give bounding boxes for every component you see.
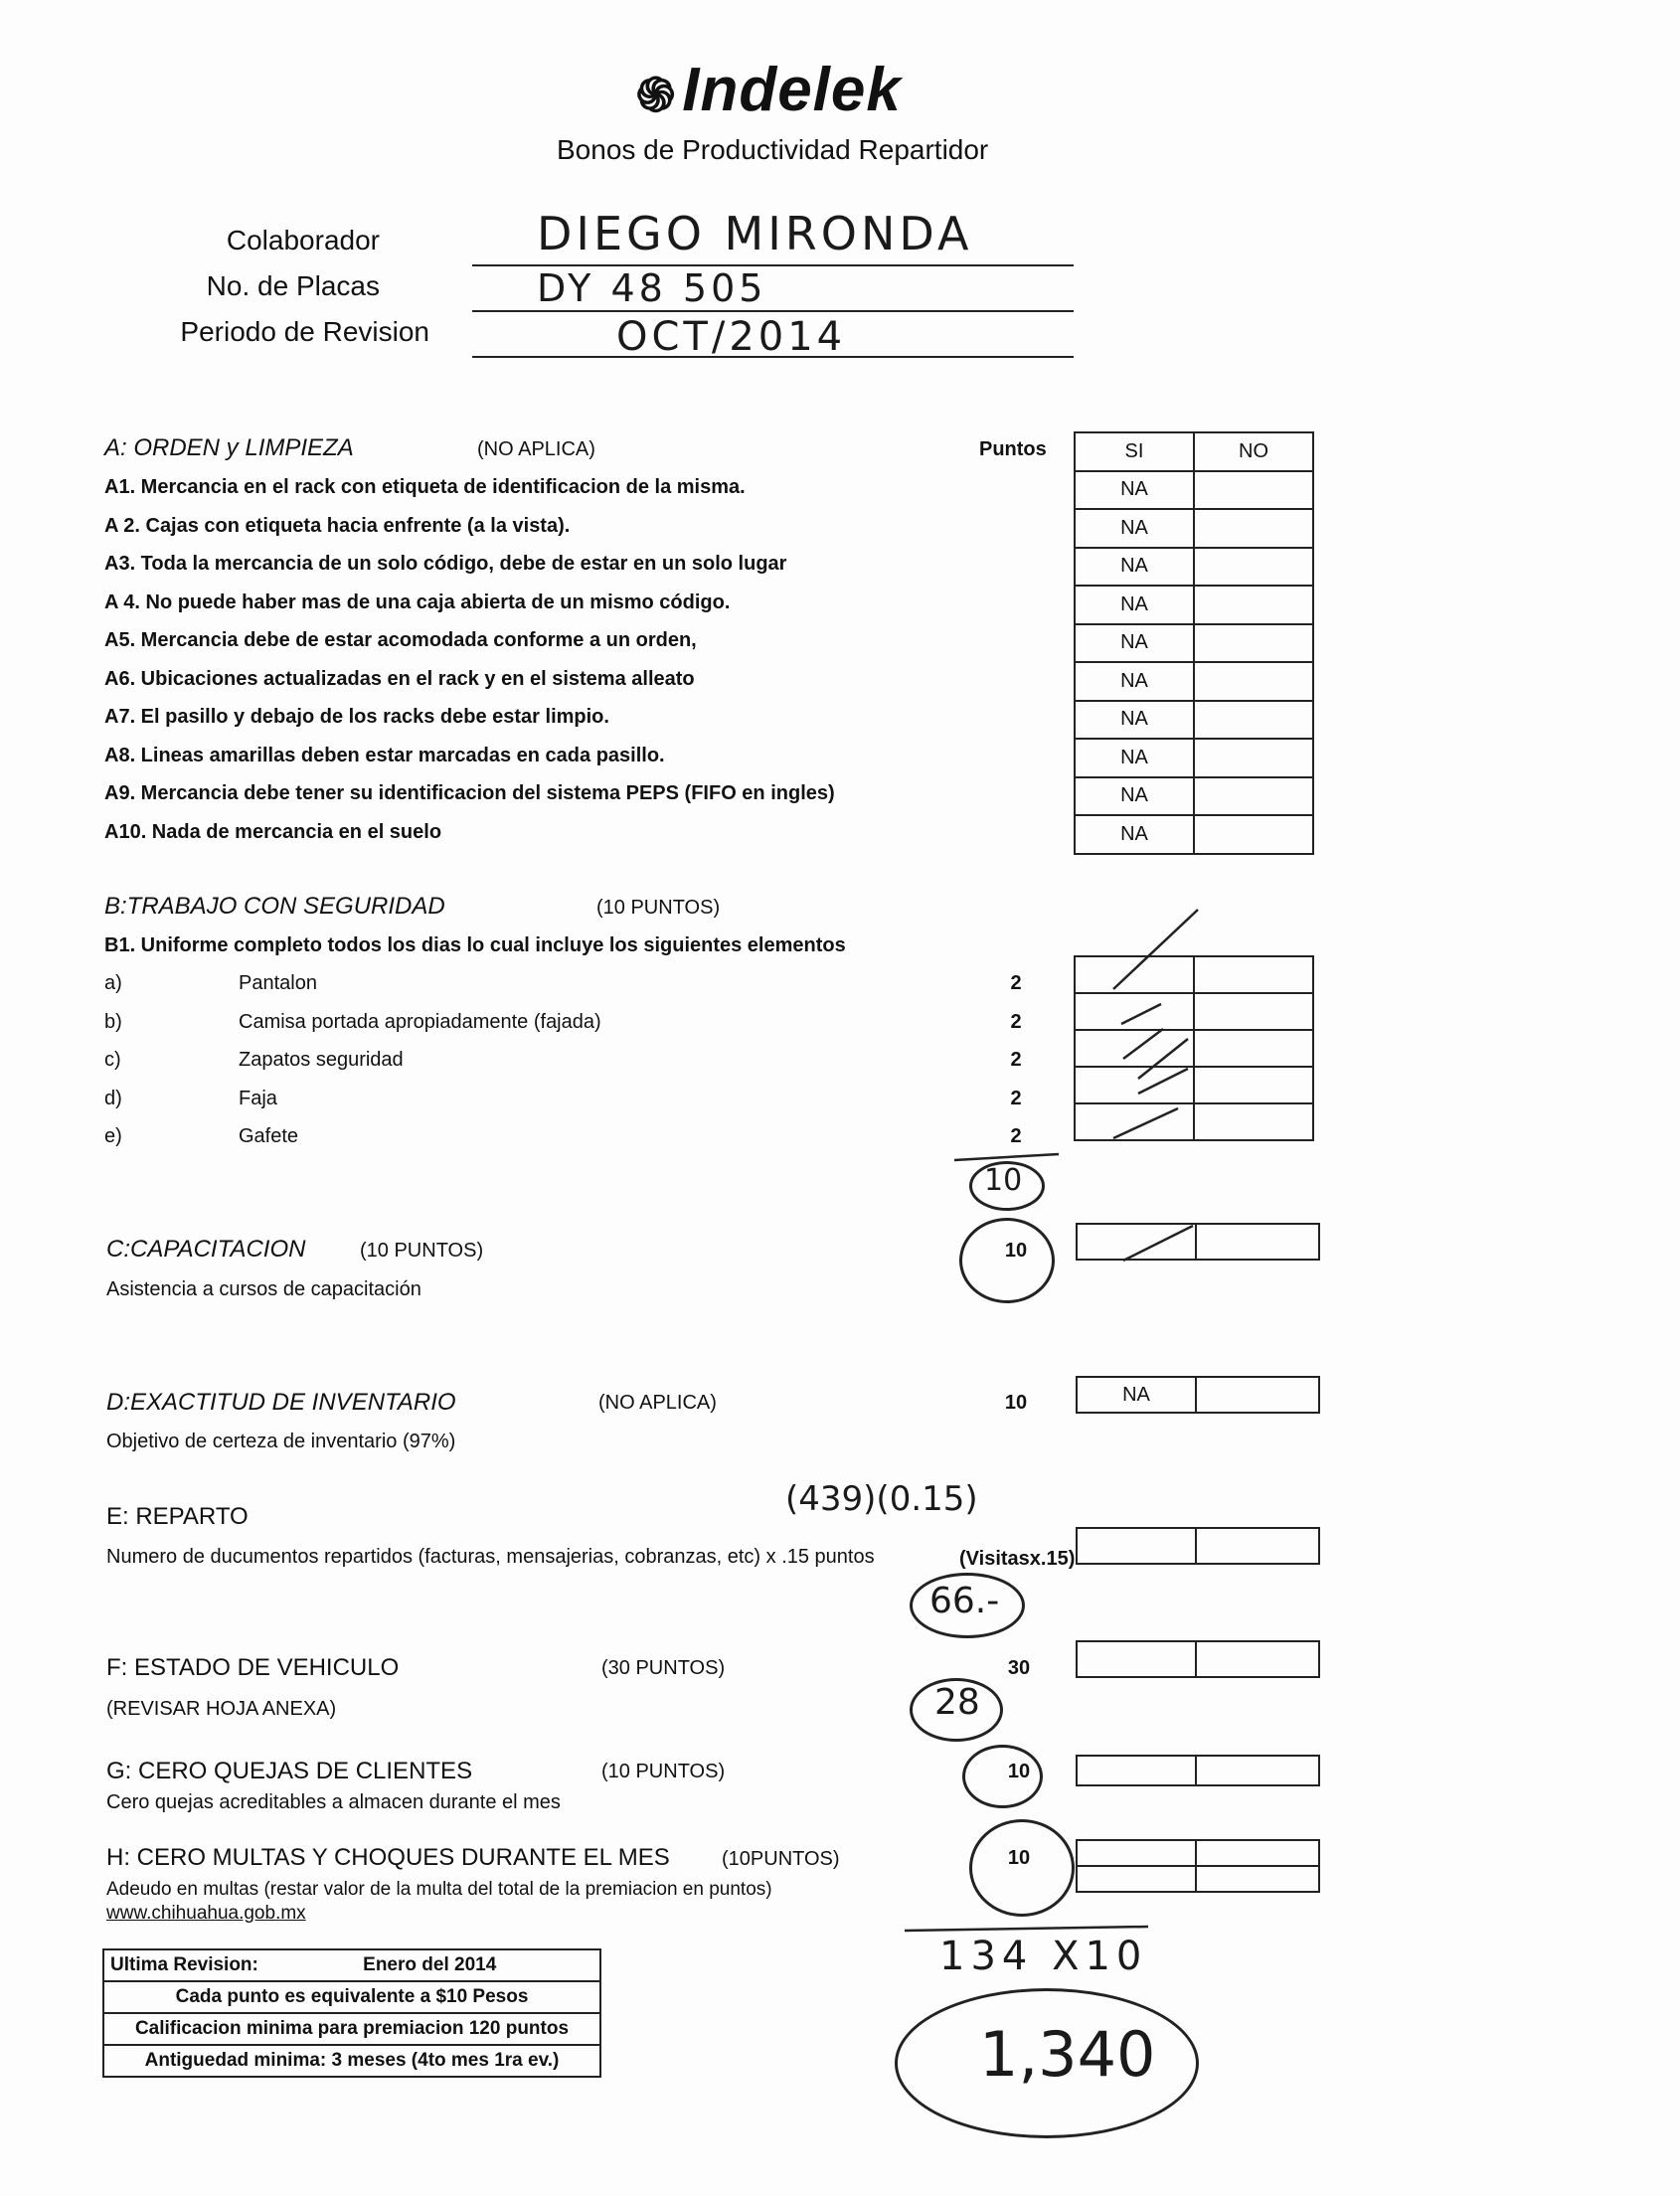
section-f-result: 28 <box>934 1682 980 1723</box>
no-header: NO <box>1194 432 1313 471</box>
section-a-item: A3. Toda la mercancia de un solo código, debe de estar en un solo lugar <box>104 553 787 575</box>
section-e-result: 66.- <box>929 1581 1000 1621</box>
section-g-desc: Cero quejas acreditables a almacen durante el mes <box>106 1791 561 1813</box>
section-b-item-letter: e) <box>104 1125 122 1147</box>
section-a-si-cell[interactable]: NA <box>1075 662 1194 701</box>
totals-result: 1,340 <box>979 2018 1156 2091</box>
section-b-item-points: 2 <box>1010 1010 1022 1033</box>
section-b-check-marks <box>1093 905 1213 1153</box>
section-a-si-cell[interactable]: NA <box>1075 624 1194 663</box>
section-a-no-cell[interactable] <box>1194 509 1313 548</box>
section-a-item: A8. Lineas amarillas deben estar marcadas en cada pasillo. <box>104 744 665 766</box>
section-a-no-cell[interactable] <box>1194 471 1313 510</box>
section-b-item-letter: a) <box>104 972 122 994</box>
section-b-item-letter: c) <box>104 1049 121 1071</box>
footer-revision-label: Ultima Revision: <box>110 1954 258 1975</box>
section-a-item: A7. El pasillo y debajo de los racks debe estar limpio. <box>104 706 609 728</box>
section-d-note: (NO APLICA) <box>598 1392 717 1414</box>
section-g-title: G: CERO QUEJAS DE CLIENTES <box>106 1758 473 1784</box>
section-d-desc: Objetivo de certeza de inventario (97%) <box>106 1431 456 1452</box>
section-d-title: D:EXACTITUD DE INVENTARIO <box>106 1389 456 1416</box>
section-e-grid <box>1076 1527 1320 1565</box>
section-e-visitas: (Visitasx.15) <box>959 1548 1076 1570</box>
footer-line-4: Antiguedad minima: 3 meses (4to mes 1ra ev.) <box>103 2045 600 2077</box>
section-b-item-points: 2 <box>1010 1087 1022 1109</box>
section-b-title: B:TRABAJO CON SEGURIDAD <box>104 893 445 920</box>
section-f-title: F: ESTADO DE VEHICULO <box>106 1654 400 1681</box>
section-b-item-label: Gafete <box>239 1125 299 1147</box>
si-header: SI <box>1075 432 1194 471</box>
section-a-no-cell[interactable] <box>1194 701 1313 740</box>
footer-revision-row <box>103 1949 600 1981</box>
section-d-grid <box>1076 1376 1320 1414</box>
section-h-grid <box>1076 1839 1320 1893</box>
section-e-desc: Numero de ducumentos repartidos (facturas, mensajerias, cobranzas, etc) x .15 puntos <box>106 1546 875 1568</box>
section-e-calc: (439)(0.15) <box>785 1479 978 1519</box>
section-a-no-cell[interactable] <box>1194 586 1313 624</box>
periodo-underline <box>472 356 1074 358</box>
section-a-si-cell[interactable]: NA <box>1075 509 1194 548</box>
section-b-item-label: Faja <box>239 1087 277 1109</box>
section-a-si-cell[interactable]: NA <box>1075 739 1194 777</box>
section-a-item: A 2. Cajas con etiqueta hacia enfrente (a la vista). <box>104 514 571 537</box>
colaborador-underline <box>472 264 1074 266</box>
logo-swirl-icon: ֍ <box>636 70 677 123</box>
section-a-item: A10. Nada de mercancia en el suelo <box>104 820 442 843</box>
section-e-title: E: REPARTO <box>106 1503 249 1530</box>
section-c-desc: Asistencia a cursos de capacitación <box>106 1278 421 1300</box>
footer-revision-value: Enero del 2014 <box>363 1954 497 1975</box>
section-a-si-cell[interactable]: NA <box>1075 548 1194 587</box>
section-a-no-cell[interactable] <box>1194 662 1313 701</box>
section-b-item-letter: d) <box>104 1087 122 1109</box>
section-a-no-cell[interactable] <box>1194 548 1313 587</box>
section-a-no-cell[interactable] <box>1194 739 1313 777</box>
section-d-points: 10 <box>1004 1392 1028 1414</box>
section-f-note: (30 PUNTOS) <box>601 1657 726 1679</box>
section-d-si-value: NA <box>1122 1384 1150 1406</box>
footer-line-2: Cada punto es equivalente a $10 Pesos <box>103 1981 600 2013</box>
section-c-grid <box>1076 1223 1320 1261</box>
section-g-points: 10 <box>1007 1761 1031 1782</box>
section-a-si-cell[interactable]: NA <box>1075 815 1194 854</box>
totals-sum: 134 X10 <box>939 1934 1148 1979</box>
section-f-points: 30 <box>1007 1657 1031 1679</box>
section-b-item-letter: b) <box>104 1010 122 1033</box>
section-b-item-label: Zapatos seguridad <box>239 1049 404 1071</box>
section-b-item-label: Pantalon <box>239 972 317 994</box>
section-a-item: A9. Mercancia debe tener su identificacion del sistema PEPS (FIFO en ingles) <box>104 782 835 804</box>
section-h-note: (10PUNTOS) <box>722 1848 840 1870</box>
section-a-si-cell[interactable]: NA <box>1075 471 1194 510</box>
placas-underline <box>472 310 1074 312</box>
section-g-grid <box>1076 1755 1320 1786</box>
section-a-item: A5. Mercancia debe de estar acomodada conforme a un orden, <box>104 629 697 651</box>
placas-label: No. de Placas <box>206 270 380 301</box>
section-h-desc: Adeudo en multas (restar valor de la multa del total de la premiacion en puntos) <box>106 1879 772 1900</box>
periodo-label: Periodo de Revision <box>180 316 429 347</box>
section-b-intro: B1. Uniforme completo todos los dias lo cual incluye los siguientes elementos <box>104 934 846 956</box>
section-b-note: (10 PUNTOS) <box>596 897 721 919</box>
section-a-note: (NO APLICA) <box>477 438 595 460</box>
section-f-grid <box>1076 1640 1320 1678</box>
section-f-desc: (REVISAR HOJA ANEXA) <box>106 1698 337 1720</box>
section-b-total: 10 <box>984 1163 1023 1198</box>
section-a-item: A6. Ubicaciones actualizadas en el rack y en el sistema alleato <box>104 667 695 690</box>
footer-table <box>102 1948 601 2078</box>
section-c-check-mark <box>1118 1221 1198 1266</box>
footer-line-3: Calificacion minima para premiacion 120 puntos <box>103 2013 600 2045</box>
periodo-value: OCT/2014 <box>616 314 847 360</box>
section-b-item-points: 2 <box>1010 972 1022 994</box>
section-c-points: 10 <box>1004 1240 1028 1262</box>
section-a-no-cell[interactable] <box>1194 777 1313 816</box>
section-a-si-cell[interactable]: NA <box>1075 777 1194 816</box>
placas-value: DY 48 505 <box>537 266 767 310</box>
section-a-si-cell[interactable]: NA <box>1075 586 1194 624</box>
section-b-item-points: 2 <box>1010 1049 1022 1071</box>
section-h-points: 10 <box>1007 1847 1031 1869</box>
section-b-item-points: 2 <box>1010 1125 1022 1147</box>
section-h-link[interactable]: www.chihuahua.gob.mx <box>106 1903 306 1924</box>
section-a-no-cell[interactable] <box>1194 815 1313 854</box>
section-a-item: A1. Mercancia en el rack con etiqueta de identificacion de la misma. <box>104 476 746 498</box>
page-title: Bonos de Productividad Repartidor <box>557 134 989 165</box>
section-a-grid <box>1074 431 1314 855</box>
section-b-item-label: Camisa portada apropiadamente (fajada) <box>239 1010 601 1033</box>
colaborador-label: Colaborador <box>226 225 380 255</box>
colaborador-value: DIEGO MIRONDA <box>537 207 973 260</box>
section-c-note: (10 PUNTOS) <box>360 1240 484 1262</box>
section-a-si-cell[interactable]: NA <box>1075 701 1194 740</box>
section-h-title: H: CERO MULTAS Y CHOQUES DURANTE EL MES <box>106 1844 670 1871</box>
section-c-title: C:CAPACITACION <box>106 1236 306 1263</box>
section-a-item: A 4. No puede haber mas de una caja abierta de un mismo código. <box>104 591 731 613</box>
section-a-title: A: ORDEN y LIMPIEZA <box>104 434 354 461</box>
puntos-header: Puntos <box>979 438 1047 460</box>
section-g-note: (10 PUNTOS) <box>601 1761 726 1782</box>
company-logo <box>636 55 902 126</box>
section-a-no-cell[interactable] <box>1194 624 1313 663</box>
logo-text: Indelek <box>682 56 902 124</box>
